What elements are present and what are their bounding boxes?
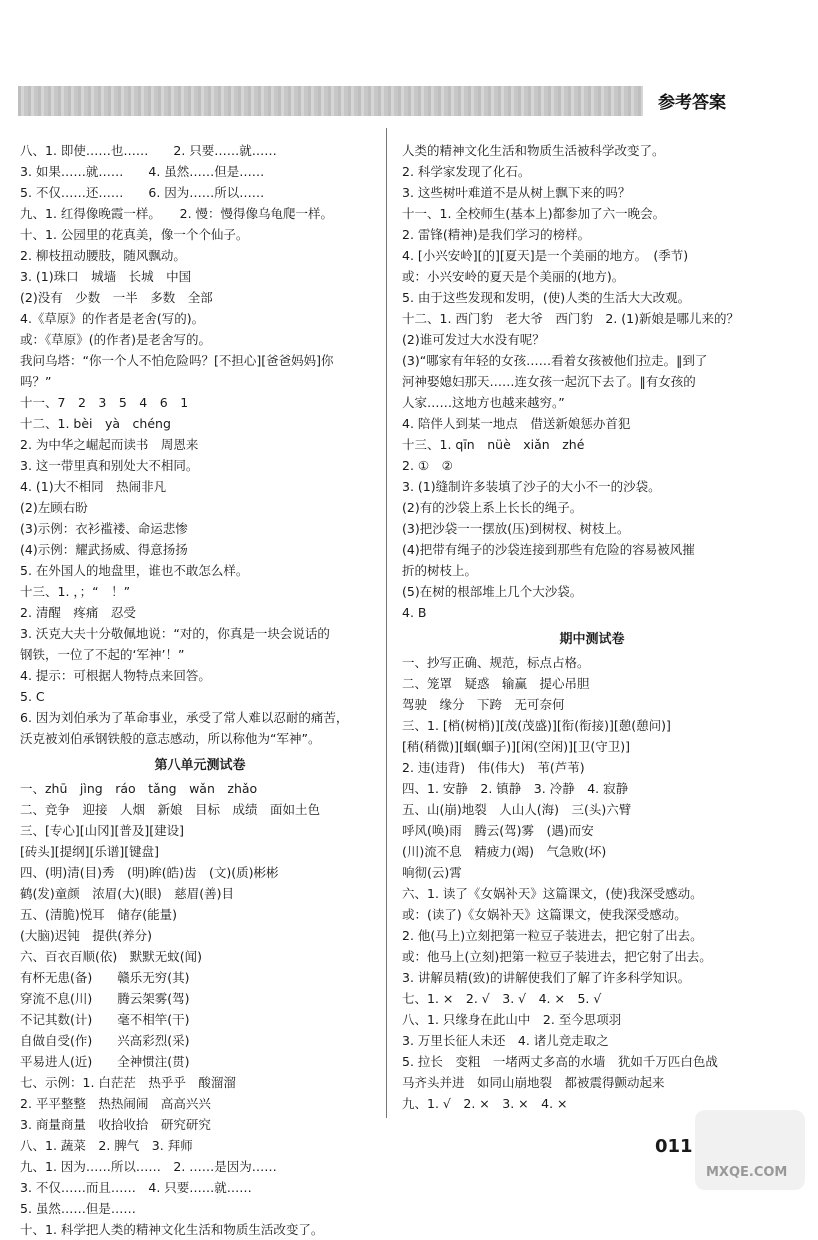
answer-line: 九、1. 因为……所以…… 2. ……是因为…… [20, 1159, 277, 1174]
answer-line: 4. B [402, 605, 427, 620]
answer-line: 八、1. 蔬菜 2. 脾气 3. 拜师 [20, 1138, 193, 1153]
answer-line: 河神娶媳妇那天……连女孩一起沉下去了。‖有女孩的 [402, 374, 696, 389]
answer-line: 2. 违(违背) 伟(伟大) 苇(芦苇) [402, 760, 585, 775]
answer-line: (2)谁可发过大水没有呢？ [402, 332, 545, 347]
answer-line: 我问乌塔：“你一个人不怕危险吗？[不担心][爸爸妈妈]你 [20, 353, 334, 368]
answer-line: 十三、1. qīn nüè xiǎn zhé [402, 437, 585, 452]
answer-line: (2)有的沙袋上系上长长的绳子。 [402, 500, 583, 515]
answer-line: 四、(明)清(目)秀 (明)眸(皓)齿 (文)(质)彬彬 [20, 865, 279, 880]
answer-line: 或：小兴安岭的夏天是个美丽的(地方)。 [402, 269, 625, 284]
answer-line: 3. 万里长征人未还 4. 诸儿竞走取之 [402, 1033, 609, 1048]
header-decor-band [18, 86, 643, 116]
answer-line: 3. 这些树叶难道不是从树上飘下来的吗？ [402, 185, 631, 200]
answer-line: 2. 平平整整 热热闹闹 高高兴兴 [20, 1096, 211, 1111]
answer-line: 5. 不仅……还…… 6. 因为……所以…… [20, 185, 265, 200]
answer-line: 驾驶 缘分 下跨 无可奈何 [402, 697, 565, 712]
answer-line: 五、山(崩)地裂 人山人(海) 三(头)六臂 [402, 802, 632, 817]
answer-line: 一、zhū jìng ráo tǎng wǎn zhǎo [20, 781, 258, 796]
section-title-midterm: 期中测试卷 [559, 632, 625, 647]
answer-line: 或：(读了)《女娲补天》这篇课文，使我深受感动。 [402, 907, 687, 922]
answer-line: 二、竞争 迎接 人烟 新娘 目标 成绩 面如土色 [20, 802, 321, 817]
answer-line: 5. C [20, 689, 45, 704]
answer-line: 五、(清脆)悦耳 储存(能量) [20, 907, 178, 922]
answer-line: 人类的精神文化生活和物质生活被科学改变了。 [402, 143, 665, 158]
answer-line: 4. [小兴安岭][的][夏天]是一个美丽的地方。 (季节) [402, 248, 689, 263]
page-number: 011 [655, 1136, 693, 1157]
answer-line: 3. 讲解员精(致)的讲解使我们了解了许多科学知识。 [402, 970, 691, 985]
answer-line: 6. 因为刘伯承为了革命事业，承受了常人难以忍耐的痛苦， [20, 710, 349, 725]
answer-line: [稍(稍微)][蝈(蝈子)][闲(空闲)][卫(守卫)] [402, 739, 631, 754]
answer-line: (4)示例：耀武扬威、得意扬扬 [20, 542, 188, 557]
answer-line: 二、笼罩 疑惑 输赢 提心吊胆 [402, 676, 590, 691]
answer-line: 或：他马上(立刻)把第一粒豆子装进去，把它射了出去。 [402, 949, 712, 964]
answer-line: (3)把沙袋一一摆放(压)到树杈、树枝上。 [402, 521, 630, 536]
answer-line: 平易进人(近) 全神惯注(贯) [20, 1054, 190, 1069]
answer-line: 十二、1. bèi yà chéng [20, 416, 171, 431]
answer-line: 十三、1. ，；“ ！” [20, 584, 131, 599]
column-divider [386, 128, 387, 1118]
answer-line: 2. ① ② [402, 458, 453, 473]
answer-line: 十一、1. 全校师生(基本上)都参加了六一晚会。 [402, 206, 666, 221]
answer-line: 2. 雷锋(精神)是我们学习的榜样。 [402, 227, 591, 242]
answer-line: 5. 由于这些发现和发明，(使)人类的生活大大改观。 [402, 290, 691, 305]
answer-line: 九、1. 红得像晚霞一样。 2. 慢：慢得像乌龟爬一样。 [20, 206, 334, 221]
answer-line: 折的树枝上。 [402, 563, 478, 578]
answer-line: 3. 沃克大夫十分敬佩地说：“对的，你真是一块会说话的 [20, 626, 330, 641]
answer-line: 六、百衣百顺(依) 默默无蚊(闻) [20, 949, 203, 964]
answer-line: 3. (1)珠口 城墙 长城 中国 [20, 269, 192, 284]
answer-line: 十一、7 2 3 5 4 6 1 [20, 395, 189, 410]
answer-line: 十、1. 公园里的花真美，像一个个仙子。 [20, 227, 249, 242]
answer-line: (2)没有 少数 一半 多数 全部 [20, 290, 213, 305]
watermark-text: MXQE.COM [706, 1165, 788, 1180]
answer-line: 自做自受(作) 兴高彩烈(采) [20, 1033, 190, 1048]
answer-line: 3. 这一带里真和别处大不相同。 [20, 458, 199, 473]
answer-line: 2. 柳枝扭动腰肢，随风飘动。 [20, 248, 186, 263]
answer-line: 4. (1)大不相同 热闹非凡 [20, 479, 167, 494]
left-column [20, 140, 380, 1240]
answer-line: (4)把带有绳子的沙袋连接到那些有危险的容易被风摧 [402, 542, 695, 557]
answer-line: 5. 虽然……但是…… [20, 1201, 136, 1216]
answer-line: 七、示例：1. 白茫茫 热乎乎 酸溜溜 [20, 1075, 236, 1090]
answer-line: 十二、1. 西门豹 老大爷 西门豹 2. (1)新娘是哪儿来的？ [402, 311, 740, 326]
answer-line: 4. 提示：可根据人物特点来回答。 [20, 668, 211, 683]
answer-line: 4.《草原》的作者是老舍(写的)。 [20, 311, 205, 326]
answer-line: 3. (1)缝制许多装填了沙子的大小不一的沙袋。 [402, 479, 661, 494]
answer-line: 四、1. 安静 2. 镇静 3. 冷静 4. 寂静 [402, 781, 629, 796]
answer-line: 沃克被刘伯承钢铁般的意志感动，所以称他为“军神”。 [20, 731, 321, 746]
answer-line: 三、1. [梢(树梢)][茂(茂盛)][衔(衔接)][憩(憩问)] [402, 718, 671, 733]
answer-line: 鹤(发)童颜 浓眉(大)(眼) 慈眉(善)目 [20, 886, 235, 901]
answer-line: 吗？” [20, 374, 52, 389]
answer-line: 穿流不息(川) 腾云架雾(驾) [20, 991, 190, 1006]
answer-line: 有杯无患(备) 赣乐无穷(其) [20, 970, 190, 985]
answer-line: 4. 陪伴人到某一地点 借送新娘惩办首犯 [402, 416, 631, 431]
answer-line: 2. 他(马上)立刻把第一粒豆子装进去，把它射了出去。 [402, 928, 703, 943]
answer-line: 九、1. √ 2. × 3. × 4. × [402, 1096, 568, 1111]
answer-line: 2. 科学家发现了化石。 [402, 164, 531, 179]
answer-line: 2. 清醒 疼痛 忍受 [20, 605, 136, 620]
page-header-title: 参考答案 [658, 93, 726, 113]
answer-line: 八、1. 即使……也…… 2. 只要……就…… [20, 143, 277, 158]
answer-line: 七、1. × 2. √ 3. √ 4. × 5. √ [402, 991, 602, 1006]
answer-line: 十、1. 科学把人类的精神文化生活和物质生活改变了。 [20, 1222, 324, 1237]
answer-line: 3. 商量商量 收拾收拾 研究研究 [20, 1117, 211, 1132]
section-title-unit8: 第八单元测试卷 [154, 758, 246, 773]
answer-line: (5)在树的根部堆上几个大沙袋。 [402, 584, 583, 599]
answer-line: (2)左顾右盼 [20, 500, 88, 515]
answer-line: (川)流不息 精疲力(竭) 气急败(坏) [402, 844, 607, 859]
answer-line: 呼风(唤)雨 腾云(驾)雾 (遇)而安 [402, 823, 594, 838]
answer-line: 3. 不仅……而且…… 4. 只要……就…… [20, 1180, 252, 1195]
answer-line: 八、1. 只缘身在此山中 2. 至今思项羽 [402, 1012, 622, 1027]
answer-line: [砖头][提纲][乐谱][键盘] [20, 844, 160, 859]
answer-line: 六、1. 读了《女娲补天》这篇课文，(使)我深受感动。 [402, 886, 703, 901]
answer-line: (大脑)迟钝 提供(养分) [20, 928, 153, 943]
answer-line: 不记其数(计) 毫不相竿(干) [20, 1012, 190, 1027]
right-column [402, 140, 782, 1114]
answer-line: 3. 如果……就…… 4. 虽然……但是…… [20, 164, 265, 179]
answer-line: 响彻(云)霄 [402, 865, 462, 880]
answer-line: (3)示例：衣衫褴褛、命运悲惨 [20, 521, 188, 536]
answer-line: 三、[专心][山冈][普及][建设] [20, 823, 185, 838]
answer-line: 5. 拉长 变粗 一堵两丈多高的水墙 犹如千万匹白色战 [402, 1054, 718, 1069]
answer-line: 人家……这地方也越来越穷。” [402, 395, 565, 410]
answer-line: 钢铁，一位了不起的‘军神’！” [20, 647, 185, 662]
answer-line: (3)“哪家有年轻的女孩……看着女孩被他们拉走。‖到了 [402, 353, 708, 368]
answer-line: 5. 在外国人的地盘里，谁也不敢怎么样。 [20, 563, 249, 578]
answer-line: 2. 为中华之崛起而读书 周恩来 [20, 437, 199, 452]
answer-line: 一、抄写正确、规范，标点占格。 [402, 655, 590, 670]
answer-line: 或：《草原》(的作者)是老舍写的。 [20, 332, 212, 347]
answer-line: 马齐头并进 如同山崩地裂 都被震得颤动起来 [402, 1075, 665, 1090]
